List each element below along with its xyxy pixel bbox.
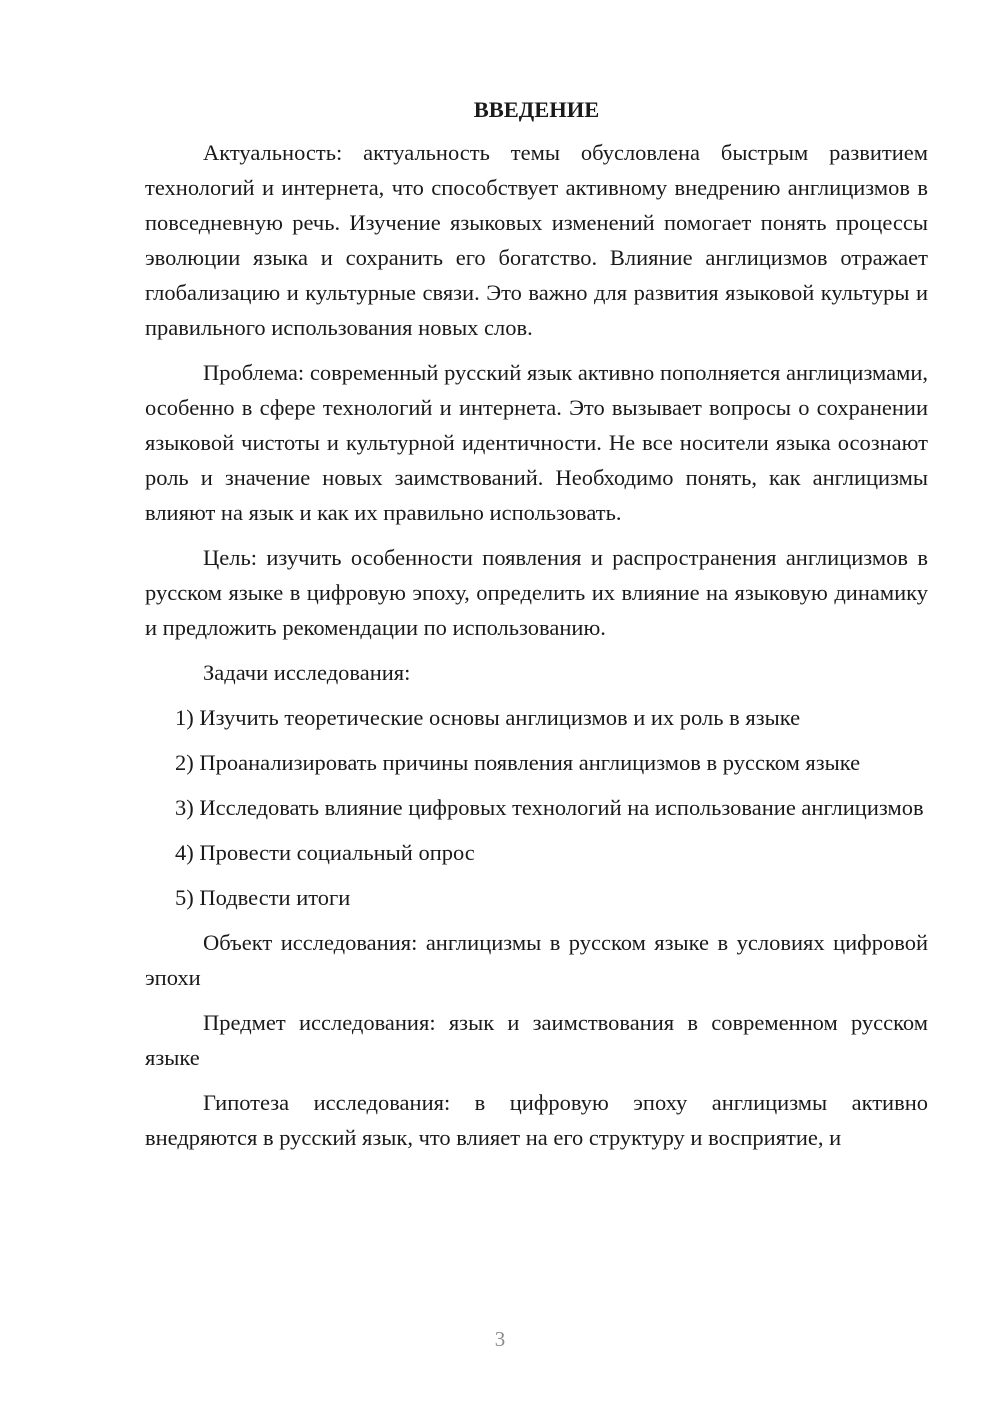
goal-paragraph: Цель: изучить особенности появления и распространения англицизмов в русском языке в цифровую эпоху, определить их влияние на языковую динамику и предложить рекомендации по использованию. <box>145 545 928 640</box>
page-number: 3 <box>494 1327 506 1351</box>
task-item: 1) Изучить теоретические основы англицизмов и их роль в языке <box>175 705 801 730</box>
subject-paragraph: Предмет исследования: язык и заимствования в современном русском языке <box>145 1010 928 1070</box>
task-item: 2) Проанализировать причины появления англицизмов в русском языке <box>175 750 861 775</box>
task-item: 5) Подвести итоги <box>175 885 351 910</box>
task-item: 3) Исследовать влияние цифровых технологий на использование англицизмов <box>175 795 924 820</box>
problem-paragraph: Проблема: современный русский язык активно пополняется англицизмами, особенно в сфере технологий и интернета. Это вызывает вопросы о сохранении языковой чистоты и культурной идентичности. Не все носители языка осознают роль и значение новых заимствований. Необходимо понять, как англицизмы влияют на язык и как их правильно использовать. <box>145 360 928 525</box>
page-title: ВВЕДЕНИЕ <box>473 97 600 122</box>
task-item: 4) Провести социальный опрос <box>175 840 475 865</box>
page-content <box>145 92 928 1165</box>
relevance-paragraph: Актуальность: актуальность темы обусловлена быстрым развитием технологий и интернета, что способствует активному внедрению англицизмов в повседневную речь. Изучение языковых изменений помогает понять процессы эволюции языка и сохранить его богатство. Влияние англицизмов отражает глобализацию и культурные связи. Это важно для развития языковой культуры и правильного использования новых слов. <box>145 140 928 340</box>
hypothesis-paragraph: Гипотеза исследования: в цифровую эпоху англицизмы активно внедряются в русский язык, что влияет на его структуру и восприятие, и <box>145 1090 928 1150</box>
tasks-heading: Задачи исследования: <box>203 660 411 685</box>
object-paragraph: Объект исследования: англицизмы в русском языке в условиях цифровой эпохи <box>145 930 928 990</box>
